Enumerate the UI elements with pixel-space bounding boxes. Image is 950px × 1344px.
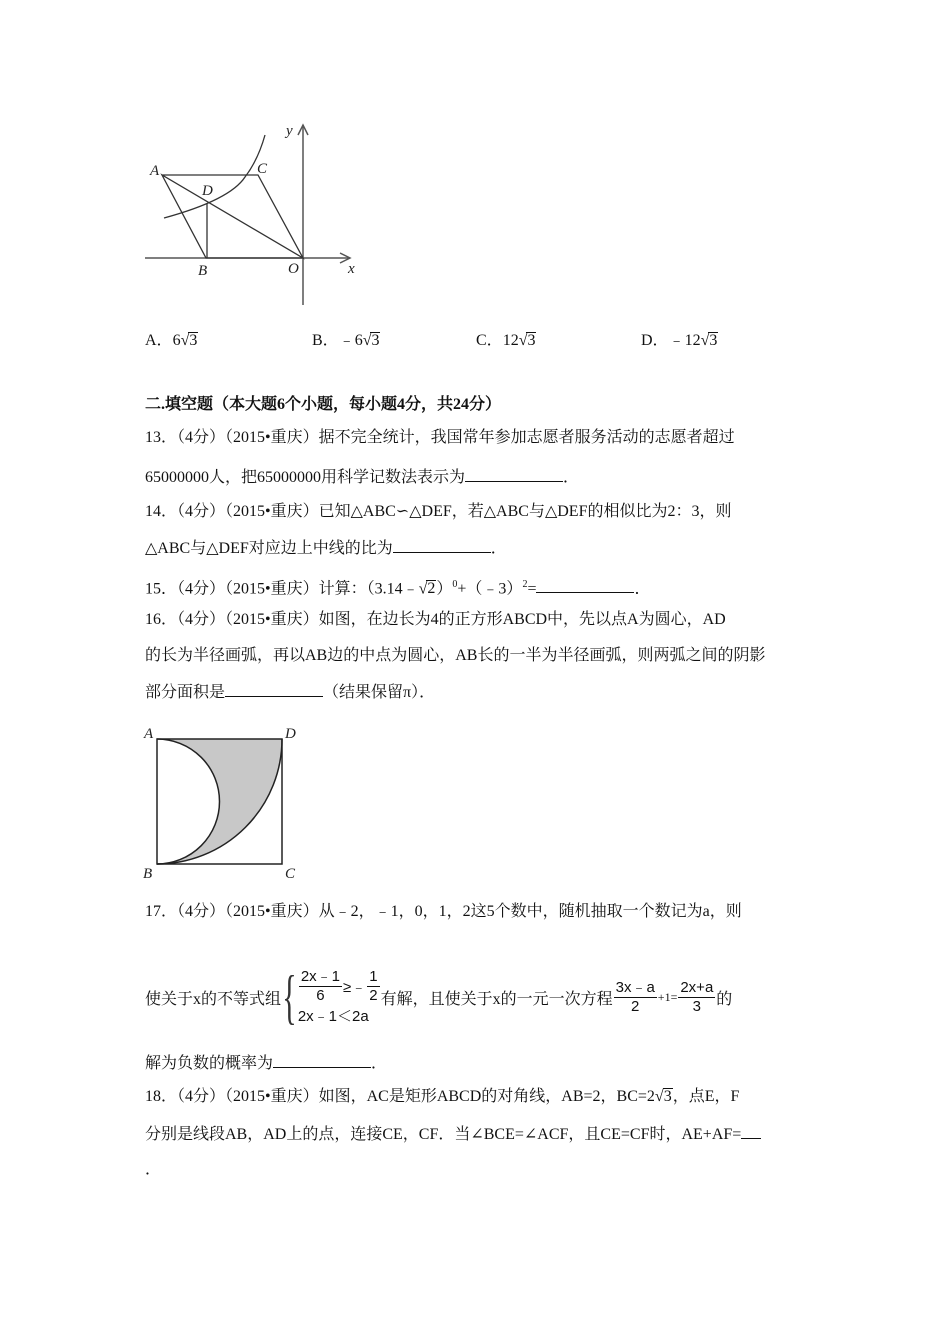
label-b: B: [143, 866, 153, 882]
answer-blank[interactable]: [741, 1124, 761, 1139]
label-d: D: [202, 183, 213, 199]
option-letter: A．: [145, 332, 173, 349]
fraction: [299, 968, 342, 1005]
section-header: 二.填空题（本大题6个小题，每小题4分，共24分）: [145, 396, 502, 413]
label-a: A: [150, 163, 160, 179]
q18-line2: [145, 1124, 761, 1145]
q14-line2: [145, 538, 507, 559]
label-c: C: [257, 161, 268, 177]
q18-line3: ．: [145, 1161, 162, 1178]
option-letter: B．: [312, 332, 339, 349]
denominator: 2: [369, 987, 378, 1004]
denominator: 2: [631, 997, 640, 1015]
label-x: x: [348, 261, 355, 277]
option-value: ﹣6: [338, 332, 363, 349]
q17-line2: [145, 958, 732, 1036]
fraction: [367, 968, 379, 1005]
option-c[interactable]: C．12√3: [476, 332, 536, 349]
period: ．: [490, 540, 507, 557]
q18-text: 18．（4分）（2015•重庆）如图，AC是矩形ABCD的对角线，AB=2，BC=2: [145, 1088, 655, 1105]
q14-line1: 14．（4分）（2015•重庆）已知△ABC∽△DEF，若△ABC与△DEF的相似比为2：3，则: [145, 503, 732, 520]
numerator: 3x﹣a: [615, 978, 655, 996]
option-value: 6: [172, 332, 181, 349]
inequality-2: 2x﹣1＜2a: [297, 1008, 369, 1025]
answer-blank[interactable]: [273, 1053, 371, 1068]
label-b: B: [198, 263, 208, 279]
coordinate-figure: [140, 115, 370, 310]
q15-line: 15．（4分）（2015•重庆）计算：（3.14﹣√2）$^0$+（﹣3）$^2$= ．: [145, 579, 651, 598]
period: ．: [563, 469, 580, 486]
q17-line1: 17．（4分）（2015•重庆）从﹣2，﹣1，0，1，2这5个数中，随机抽取一个数记为a，则: [145, 903, 742, 920]
q15-text: 15．（4分）（2015•重庆）计算：（3.14﹣: [145, 580, 419, 598]
label-d: D: [285, 726, 296, 742]
equals: =: [527, 580, 537, 598]
radicand: 3: [709, 332, 718, 349]
q18-text: 分别是线段AB，AD上的点，连接CE，CF．当∠BCE=∠ACF，且CE=CF时，AE+AF=: [145, 1126, 742, 1143]
q15-plus: +（﹣3）: [457, 580, 523, 598]
q14-text: △ABC与△DEF对应边上中线的比为: [145, 540, 393, 557]
numerator: 2x﹣1: [300, 968, 341, 985]
q13-line1: 13．（4分）（2015•重庆）据不完全统计，我国常年参加志愿者服务活动的志愿者超过: [145, 429, 735, 446]
q16-text-end: （结果保留π）．: [323, 684, 436, 701]
fraction: [614, 979, 657, 1016]
q17-line3: [145, 1053, 387, 1074]
q17-text-mid: 有解，且使关于x的一元一次方程: [380, 990, 613, 1008]
option-a[interactable]: A．6√3: [145, 332, 198, 349]
option-b[interactable]: B．﹣6√3: [312, 332, 380, 349]
period: ．: [634, 580, 651, 598]
exponent: 0: [452, 579, 458, 590]
q17-text-post: 的: [716, 990, 733, 1008]
q17-text: 解为负数的概率为: [145, 1055, 274, 1072]
q18-text-end: ，点E，F: [672, 1088, 740, 1105]
label-a: A: [144, 726, 154, 742]
radicand: 3: [527, 332, 536, 349]
answer-blank[interactable]: [393, 538, 491, 553]
q16-line2: 的长为半径画弧，再以AB边的中点为圆心，AB长的一半为半径画弧，则两弧之间的阴影: [145, 647, 766, 664]
q16-line3: [145, 682, 435, 703]
answer-blank[interactable]: [465, 467, 563, 482]
brace-icon: {: [282, 964, 297, 1030]
numerator: 1: [369, 968, 378, 985]
relation: ≥﹣: [343, 979, 367, 996]
radicand: 3: [189, 332, 198, 349]
period: ．: [371, 1055, 388, 1072]
label-c: C: [285, 866, 296, 882]
q16-line1: 16．（4分）（2015•重庆）如图，在边长为4的正方形ABCD中，先以点A为圆心，AD: [145, 611, 726, 628]
label-y: y: [286, 123, 293, 139]
q17-text: 使关于x的不等式组: [145, 990, 282, 1008]
inequality-system: [298, 968, 381, 1026]
q18-line1: 18．（4分）（2015•重庆）如图，AC是矩形ABCD的对角线，AB=2，BC=2√3，点E，F: [145, 1088, 740, 1105]
option-letter: D．: [641, 332, 669, 349]
square-arc-figure: [140, 722, 310, 884]
q13-text: 65000000人，把65000000用科学记数法表示为: [145, 469, 466, 486]
q13-line2: [145, 467, 579, 488]
radicand: 2: [427, 580, 436, 598]
denominator: 6: [316, 987, 325, 1004]
option-d[interactable]: D．﹣12√3: [641, 332, 718, 349]
label-o: O: [288, 261, 299, 277]
exponent: 2: [522, 579, 528, 590]
answer-blank[interactable]: [536, 578, 634, 593]
plus-one: +1=: [657, 989, 678, 1004]
q16-text: 部分面积是: [145, 684, 226, 701]
numerator: 2x+a: [680, 978, 714, 996]
radicand: 3: [663, 1088, 672, 1105]
option-value: ﹣12: [668, 332, 701, 349]
fraction: [678, 979, 715, 1016]
denominator: 3: [692, 997, 701, 1015]
option-value: 12: [502, 332, 519, 349]
answer-blank[interactable]: [225, 682, 323, 697]
radicand: 3: [371, 332, 380, 349]
paren: ）: [436, 580, 453, 598]
option-letter: C．: [476, 332, 503, 349]
